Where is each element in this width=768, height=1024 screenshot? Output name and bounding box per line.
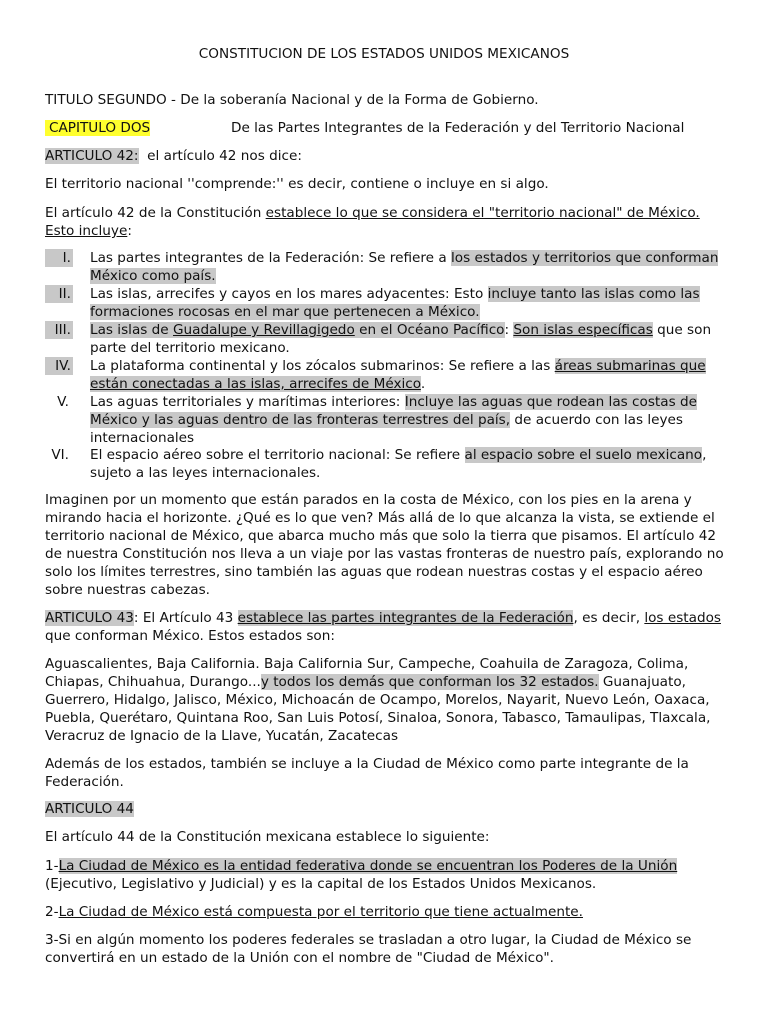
list-highlight: al espacio sobre el suelo mexicano [464,447,703,463]
document-title: CONSTITUCION DE LOS ESTADOS UNIDOS MEXICANOS [198,46,570,62]
list-item [45,357,725,393]
art42-p2-c: : [127,223,132,239]
list-highlight: Incluye las aguas que rodean las costas de México y las aguas dentro de las fronteras terrestres del país, [90,394,697,428]
art42-p2 [45,204,725,240]
art43-paragraph [45,609,725,645]
art44-heading [45,800,725,818]
art43-highlight: establece las partes integrantes de la Federación [237,610,574,626]
art43-underline: los estados [644,610,721,626]
estados-highlight: y todos los demás que conforman los 32 estados. [260,674,599,690]
estados-text: Aguascalientes, Baja California. Baja California Sur, Campeche, Coahuila de Zaragoza, Colima, Chiapas, Chihuahua, Durango... [45,656,689,690]
list-text: Las aguas territoriales y marítimas interiores: [90,394,405,410]
list-item [45,393,725,447]
list-highlight: los estados y territorios que conforman México como país. [90,250,719,284]
list-highlight-underline: Guadalupe y Revillagigedo [173,322,355,338]
art44-p1 [45,857,725,893]
art44-label: ARTICULO 44 [45,801,134,817]
art42-intro: el artículo 42 nos dice: [147,148,302,164]
art43-label: ARTICULO 43 [45,610,134,626]
list-text: Las partes integrantes de la Federación: Se refiere a [90,250,451,266]
list-text: : [504,322,514,338]
imagine-paragraph: Imaginen por un momento que están parados en la costa de México, con los pies en la arena y mirando hacia el horizonte. ¿Qué es lo que ven? Más allá de lo que alcanza la vista, se extiende el territorio nacional de México, que abarca mucho más que solo la tierra que pisamos. El artículo 42 de nuestra Constitución nos lleva a un viaje por las vastas fronteras de nuestro país, explorando no solo los límites terrestres, sino también las aguas que rodean nuestras costas y el espacio aéreo sobre nuestras cabezas. [45,492,724,598]
art44-intro: El artículo 44 de la Constitución mexicana establece lo siguiente: [45,829,490,845]
art43-text: que conforman México. Estos estados son: [45,628,335,644]
list-number: I. [45,249,73,267]
list-item [45,321,725,357]
list-text: que son parte del territorio mexicano. [90,322,712,356]
art44-p1-num: 1- [45,858,59,874]
capitulo-heading [45,119,725,137]
art44-p2-num: 2- [45,904,59,920]
list-highlight: Las islas de [90,322,173,338]
list-text: . [420,376,426,392]
art44-p2 [45,903,725,921]
art44-p2-underline: La Ciudad de México está compuesta por el territorio que tiene actualmente. [58,904,583,920]
list-number: II. [45,285,73,303]
capitulo-label: CAPITULO DOS [45,120,150,136]
list-text: Las islas, arrecifes y cayos en los mares adyacentes: Esto [90,286,488,302]
list-text: de acuerdo con las leyes internacionales [90,412,683,446]
art42-heading [45,147,725,165]
list-highlight: en el Océano Pacífico [354,322,505,338]
art42-p2-b: establece lo que se considera el "territorio nacional" de México. Esto incluye [45,205,700,239]
list-highlight: incluye tanto las islas como las formaciones rocosas en el mar que pertenecen a México. [90,286,700,320]
list-number: VI. [51,447,69,463]
art43-text: : El Artículo 43 [133,610,238,626]
art42-p2-a: El artículo 42 de la Constitución [45,205,266,221]
estados-text: Guanajuato, Guerrero, Hidalgo, Jalisco, México, Michoacán de Ocampo, Morelos, Nayarit, Nuevo León, Oaxaca, Puebla, Querétaro, Quintana Roo, San Luis Potosí, Sinaloa, Sonora, Tabasco, Tamaulipas, Tlaxcala, Veracruz de Ignacio de la Llave, Yucatán, Zacatecas [45,674,711,744]
list-number: V. [57,394,69,410]
art43-text: , es decir, [573,610,645,626]
art44-p1-highlight: La Ciudad de México es la entidad federativa donde se encuentran los Poderes de la Unión [58,858,678,874]
art44-p3: 3-Si en algún momento los poderes federales se trasladan a otro lugar, la Ciudad de México se convertirá en un estado de la Unión con el nombre de "Ciudad de México". [45,932,692,966]
list-text: La plataforma continental y los zócalos submarinos: Se refiere a las [90,358,555,374]
list-number: IV. [45,357,73,375]
list-item [45,249,725,285]
titulo-heading: TITULO SEGUNDO - De la soberanía Nacional y de la Forma de Gobierno. [45,92,539,108]
list-item [45,285,725,321]
estados-paragraph [45,655,725,745]
list-highlight-underline: áreas submarinas que están conectadas a las islas, arrecifes de México [90,358,706,392]
ademas-paragraph: Además de los estados, también se incluye a la Ciudad de México como parte integrante de la Federación. [45,756,689,790]
list-number: III. [45,321,73,339]
art42-label: ARTICULO 42: [45,148,139,164]
list-highlight-underline: Son islas específicas [513,322,653,338]
art42-p1: El territorio nacional ''comprende:'' es decir, contiene o incluye en si algo. [45,176,549,192]
list-item [45,446,725,482]
list-text: El espacio aéreo sobre el territorio nacional: Se refiere [90,447,465,463]
list-text: , sujeto a las leyes internacionales. [90,447,707,481]
capitulo-text: De las Partes Integrantes de la Federación y del Territorio Nacional [231,120,685,136]
art44-p1-text: (Ejecutivo, Legislativo y Judicial) y es la capital de los Estados Unidos Mexicanos. [45,876,597,892]
